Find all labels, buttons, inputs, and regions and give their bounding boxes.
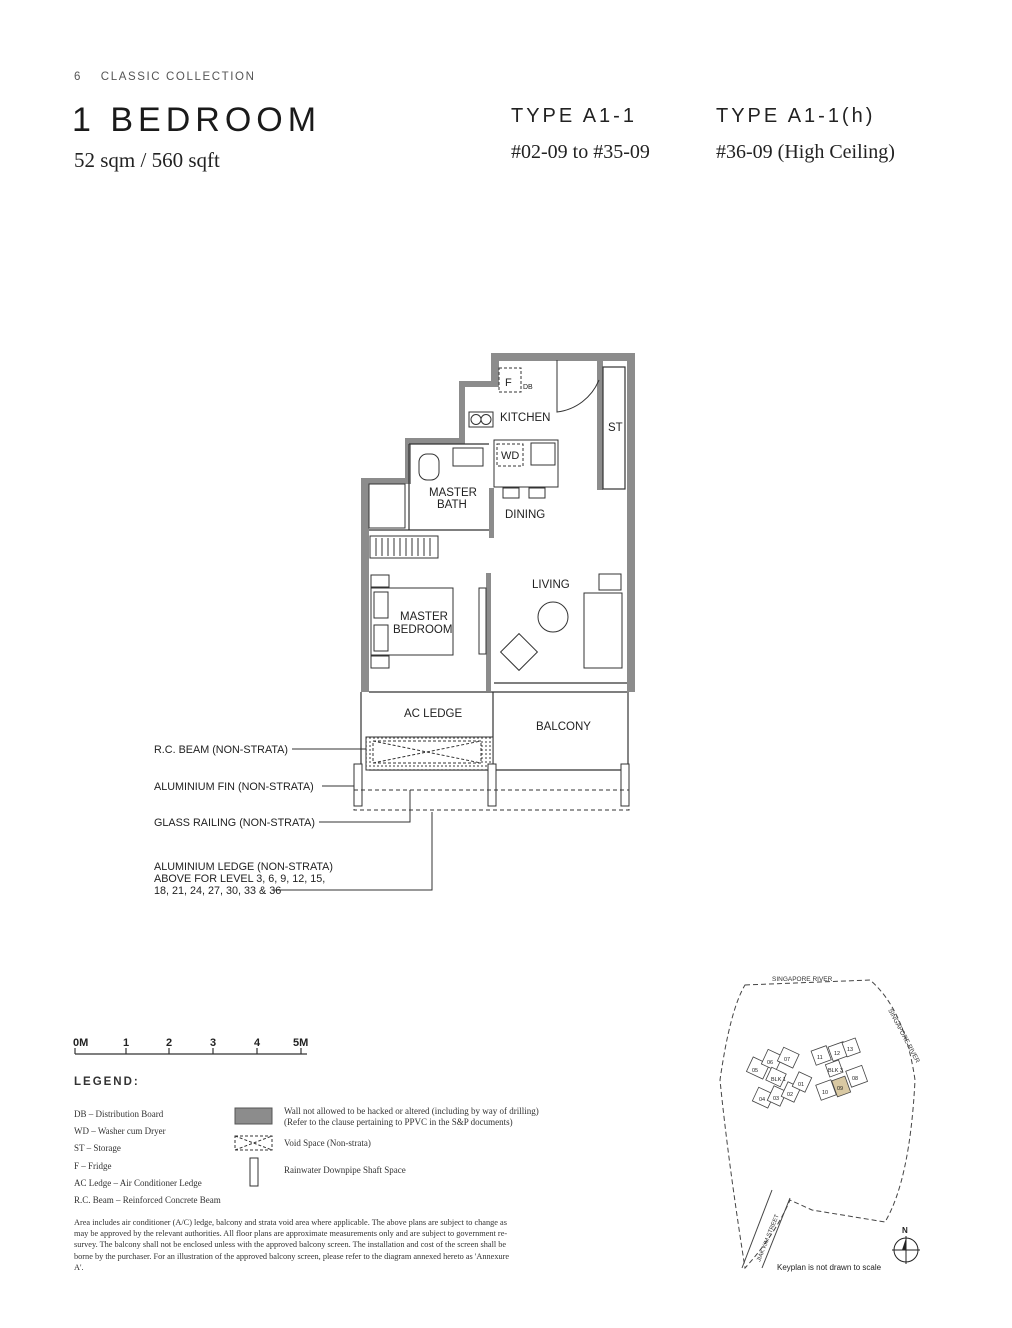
- callout-line-railing: [319, 790, 410, 822]
- keyplan-unit-03: 03: [773, 1096, 780, 1102]
- keyplan-river-side: SINGAPORE RIVER: [886, 1007, 921, 1065]
- legend-void-text: Void Space (Non-strata): [284, 1138, 371, 1148]
- legend-item: R.C. Beam – Reinforced Concrete Beam: [74, 1195, 221, 1206]
- basin: [453, 448, 483, 466]
- disclaimer: Area includes air conditioner (A/C) ledge, balcony and strata void area where applicable. The above plans are subject to change as may be approved by the relevant authorities. All floor plans are approximate measurements only and are subject to government re-survey. The balcony shall not be enclosed unless with the approved balcony screen. The installation and cost of the screen shall be borne by the purchaser. For an illustration of the approved balcony screen, please refer to the diagram annexed hereto as 'Annexure A'.: [74, 1218, 510, 1272]
- unit-area: 52 sqm / 560 sqft: [74, 148, 220, 172]
- armchair: [501, 634, 538, 671]
- kitchen-counter: [494, 440, 558, 487]
- legend-list: [74, 1106, 221, 1209]
- street-line-2: [762, 1198, 790, 1268]
- legend-item: ST – Storage: [74, 1143, 121, 1154]
- room-label-master-bath-1: MASTER: [429, 487, 477, 499]
- page-number: 6: [74, 71, 82, 83]
- keyplan-unit-05: 05: [752, 1068, 759, 1074]
- tv-console: [479, 588, 486, 654]
- keyplan-note: Keyplan is not drawn to scale: [777, 1263, 882, 1272]
- db-label: DB: [523, 384, 533, 391]
- wall-symbol: [235, 1108, 272, 1124]
- room-label-living: LIVING: [532, 579, 570, 591]
- wardrobe: [370, 536, 438, 558]
- legend-wall-text-1: Wall not allowed to be hacked or altered (including by way of drilling): [284, 1106, 539, 1116]
- fin-mid: [488, 764, 496, 806]
- page-header: [74, 71, 256, 83]
- type-a1-1h-title: TYPE A1-1(h): [716, 105, 876, 127]
- type-a1-1h-units: #36-09 (High Ceiling): [716, 141, 895, 163]
- collection-name: CLASSIC COLLECTION: [100, 71, 256, 83]
- keyplan-unit-12: 12: [834, 1051, 841, 1057]
- callout-glass-railing: GLASS RAILING (NON-STRATA): [154, 817, 315, 829]
- entrance-door-swing: [557, 360, 599, 412]
- legend-item: WD – Washer cum Dryer: [74, 1126, 166, 1137]
- scale-label-5: 5M: [293, 1037, 309, 1049]
- downpipe-symbol: [250, 1158, 258, 1186]
- scale-label-4: 4: [254, 1037, 261, 1049]
- fin-left: [354, 764, 362, 806]
- sofa: [584, 593, 622, 668]
- ppvc-walls: [361, 353, 635, 692]
- scale-label-1: 1: [123, 1037, 130, 1049]
- type-a1-1-units: #02-09 to #35-09: [511, 141, 650, 163]
- keyplan: [715, 970, 930, 1275]
- keyplan-unit-06: 06: [767, 1060, 774, 1066]
- keyplan-blk3: BLK 3: [828, 1068, 843, 1074]
- coffee-table: [538, 602, 568, 632]
- type-a1-1-title: TYPE A1-1: [511, 105, 637, 127]
- interior-lines: [361, 367, 628, 770]
- shower: [369, 484, 405, 528]
- room-label-master-bedroom-1: MASTER: [400, 611, 448, 623]
- callout-ledge-line-3: 18, 21, 24, 27, 30, 33 & 36: [154, 885, 282, 897]
- legend-item: DB – Distribution Board: [74, 1109, 164, 1119]
- keyplan-unit-01: 01: [798, 1082, 805, 1088]
- room-label-balcony: BALCONY: [536, 721, 591, 733]
- room-label-dining: DINING: [505, 509, 546, 521]
- keyplan-unit-07: 07: [784, 1057, 791, 1063]
- keyplan-unit-10: 10: [822, 1090, 829, 1096]
- toilet: [419, 454, 439, 480]
- scale-label-2: 2: [166, 1037, 173, 1049]
- keyplan-unit-13: 13: [847, 1047, 854, 1053]
- site-boundary: [720, 980, 915, 1268]
- scale-label-3: 3: [210, 1037, 217, 1049]
- legend-wall-text-2: (Refer to the clause pertaining to PPVC in the S&P documents): [284, 1117, 513, 1127]
- keyplan-unit-04: 04: [759, 1097, 766, 1103]
- callout-ledge-line-1: ALUMINIUM LEDGE (NON-STRATA): [154, 861, 333, 873]
- keyplan-unit-08: 08: [852, 1076, 859, 1082]
- hob-burner-1: [471, 415, 481, 425]
- legend-symbols: [234, 1106, 274, 1190]
- legend-title: LEGEND:: [74, 1076, 140, 1088]
- room-label-st: ST: [608, 422, 623, 434]
- callout-ledge-line-2: ABOVE FOR LEVEL 3, 6, 9, 12, 15,: [154, 873, 326, 885]
- room-label-ac-ledge: AC LEDGE: [404, 708, 463, 720]
- room-label-kitchen: KITCHEN: [500, 412, 551, 424]
- callout-rc-beam: R.C. BEAM (NON-STRATA): [154, 744, 288, 756]
- legend-downpipe-text: Rainwater Downpipe Shaft Space: [284, 1165, 406, 1175]
- hob-burner-2: [481, 415, 491, 425]
- dining-chairs: [503, 488, 545, 498]
- side-table: [599, 574, 621, 590]
- wd-label: WD: [501, 450, 520, 462]
- callout-aluminium-fin: ALUMINIUM FIN (NON-STRATA): [154, 781, 314, 793]
- scale-label-0: 0M: [73, 1037, 89, 1049]
- keyplan-river-top: SINGAPORE RIVER: [772, 976, 833, 983]
- keyplan-unit-09: 09: [837, 1086, 844, 1092]
- fin-right: [621, 764, 629, 806]
- kitchen-sink: [531, 443, 555, 465]
- unit-title: 1 BEDROOM: [72, 101, 322, 139]
- keyplan-unit-02: 02: [787, 1092, 794, 1098]
- keyplan-street: JIAK KIM STREET: [756, 1213, 781, 1263]
- room-label-master-bath-2: BATH: [437, 499, 467, 511]
- north-arrow-icon: [892, 1226, 920, 1264]
- legend-item: AC Ledge – Air Conditioner Ledge: [74, 1177, 202, 1188]
- north-label: N: [902, 1226, 908, 1235]
- legend-item: F – Fridge: [74, 1160, 112, 1171]
- keyplan-unit-11: 11: [817, 1055, 823, 1061]
- room-label-master-bedroom-2: BEDROOM: [393, 624, 453, 636]
- keyplan-blk1: BLK 1: [771, 1077, 786, 1083]
- fridge-label: F: [505, 377, 512, 389]
- floor-plan: [0, 340, 700, 910]
- scale-bar: [70, 1032, 320, 1062]
